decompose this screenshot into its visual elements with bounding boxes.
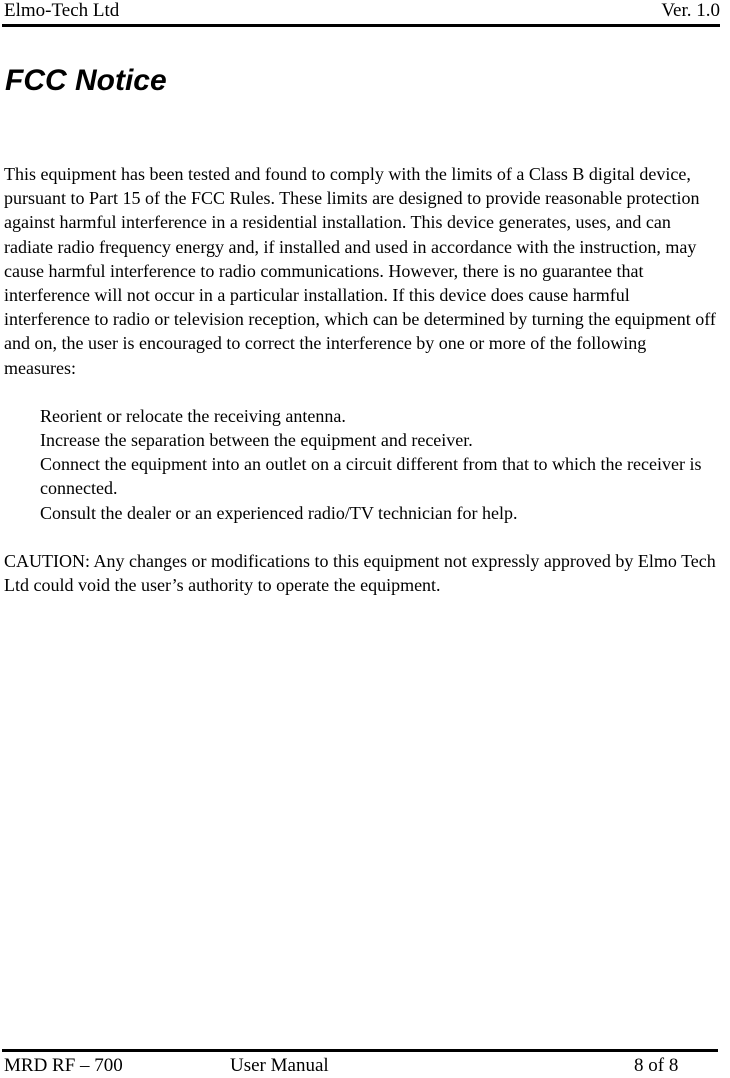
caution-paragraph: CAUTION: Any changes or modifications to this equipment not expressly approved by Elmo Tech Ltd could void the user’s authority to operate the equipment. <box>4 550 716 596</box>
page-number: 8 of 8 <box>634 1055 679 1076</box>
page-header <box>4 0 720 26</box>
document-id: MRD RF – 700 <box>4 1055 123 1076</box>
list-item: Increase the separation between the equipment and receiver. <box>40 430 473 451</box>
company-name: Elmo-Tech Ltd <box>4 0 120 21</box>
page-title: FCC Notice <box>5 64 167 97</box>
footer-divider <box>2 1049 718 1052</box>
fcc-paragraph: This equipment has been tested and found to comply with the limits of a Class B digital device, pursuant to Part 15 of the FCC Rules. These limits are designed to provide reasonable protection against harmful interference in a residential installation. This device generates, uses, and can radiate radio frequency energy and, if installed and used in accordance with the instruction, may cause harmful interference to radio communications. However, there is no guarantee that interference will not occur in a particular installation. If this device does cause harmful interference to radio or television reception, which can be determined by turning the equipment off and on, the user is encouraged to correct the interference by one or more of the following measures: <box>4 164 716 378</box>
list-item: Connect the equipment into an outlet on a circuit different from that to which the receiver is connected. <box>40 454 702 499</box>
version-label: Ver. 1.0 <box>661 0 720 21</box>
page-footer <box>4 1054 720 1078</box>
header-divider <box>2 24 720 27</box>
measures-list <box>4 404 720 525</box>
list-item: Consult the dealer or an experienced radio/TV technician for help. <box>40 502 518 523</box>
manual-label: User Manual <box>230 1055 329 1076</box>
list-item: Reorient or relocate the receiving antenna. <box>40 405 346 426</box>
document-body <box>4 162 720 597</box>
